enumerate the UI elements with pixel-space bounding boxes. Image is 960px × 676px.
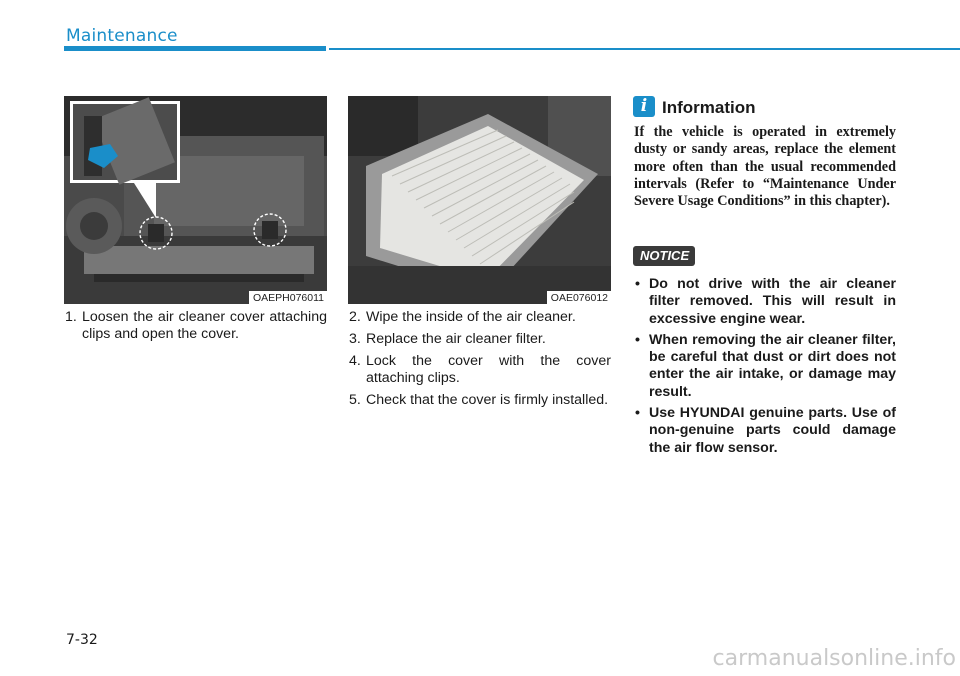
list-item	[634, 276, 896, 328]
info-icon: i	[633, 96, 655, 117]
step-number: 2.	[349, 309, 361, 325]
section-title: Maintenance	[66, 26, 178, 46]
step-list-col2	[349, 309, 611, 414]
notice-badge: NOTICE	[633, 246, 695, 266]
list-item	[349, 353, 611, 387]
step-number: 4.	[349, 353, 361, 369]
notice-text: Use HYUNDAI genuine parts. Use of non-genuine parts could damage the air flow sensor.	[649, 405, 896, 456]
step-number: 5.	[349, 392, 361, 408]
watermark: carmanualsonline.info	[712, 646, 956, 671]
step-text: Wipe the inside of the air cleaner.	[366, 309, 576, 325]
notice-list	[634, 276, 896, 461]
list-item	[349, 392, 611, 409]
bullet-icon: •	[635, 405, 640, 422]
list-item	[349, 331, 611, 348]
notice-text: Do not drive with the air cleaner filter removed. This will result in excessive engine wear.	[649, 276, 896, 327]
list-item	[634, 405, 896, 457]
air-filter-photo	[348, 96, 611, 304]
information-title: Information	[662, 98, 756, 117]
bullet-icon: •	[635, 276, 640, 292]
step-number: 1.	[65, 309, 77, 325]
step-list-col1	[65, 309, 327, 348]
page-number: 7-32	[66, 632, 98, 648]
bullet-icon: •	[635, 331, 640, 348]
step-text: Loosen the air cleaner cover attaching clips and open the cover.	[82, 309, 327, 342]
list-item	[65, 309, 327, 343]
header-rule-thick	[64, 46, 326, 51]
step-text: Replace the air cleaner filter.	[366, 331, 546, 347]
engine-photo-clips	[64, 96, 327, 304]
notice-text: When removing the air cleaner filter, be careful that dust or dirt does not enter the air intake, or damage may result.	[649, 331, 896, 400]
figure-code: OAE076012	[547, 291, 611, 304]
header-rule-thin	[329, 48, 960, 50]
step-number: 3.	[349, 331, 361, 347]
figure-code: OAEPH076011	[249, 291, 327, 304]
list-item	[349, 309, 611, 326]
step-text: Lock the cover with the cover attaching clips.	[366, 353, 611, 386]
step-text: Check that the cover is firmly installed.	[366, 392, 609, 408]
list-item	[634, 332, 896, 401]
information-text: If the vehicle is operated in extremely dusty or sandy areas, replace the element more often than the usual recommended intervals (Refer to “Maintenance Under Severe Usage Conditions” in this chapter).	[634, 124, 896, 210]
